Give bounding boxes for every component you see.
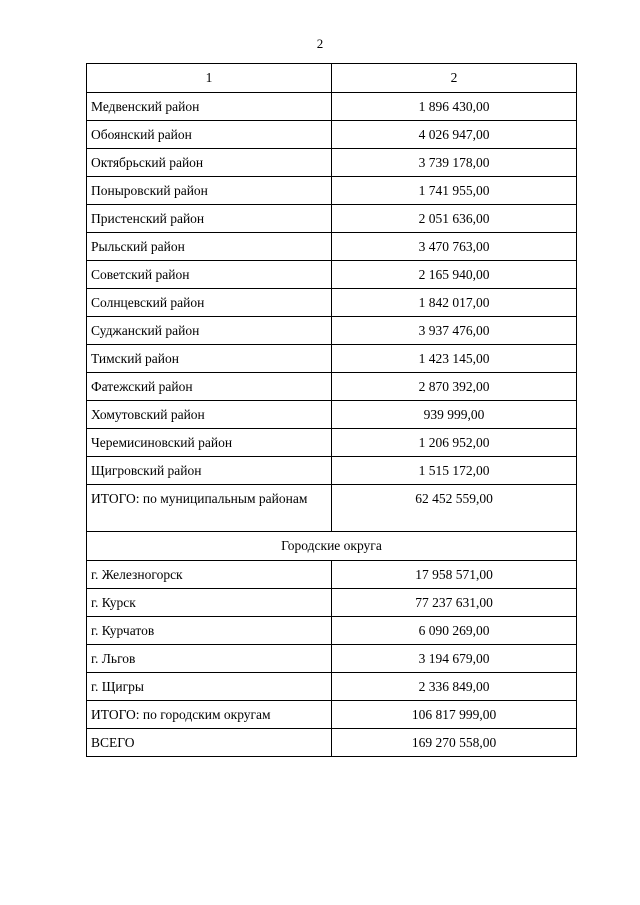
district-name: Рыльский район — [87, 233, 332, 261]
table-row — [87, 617, 577, 645]
district-amount: 3 470 763,00 — [332, 233, 577, 261]
table-row — [87, 149, 577, 177]
table-row — [87, 401, 577, 429]
table-row — [87, 121, 577, 149]
city-amount: 6 090 269,00 — [332, 617, 577, 645]
district-name: Медвенский район — [87, 93, 332, 121]
table-row — [87, 345, 577, 373]
district-name: Хомутовский район — [87, 401, 332, 429]
grand-total-row — [87, 729, 577, 757]
district-amount: 1 741 955,00 — [332, 177, 577, 205]
section-heading-city-districts: Городские округа — [87, 532, 577, 561]
district-name: Пристенский район — [87, 205, 332, 233]
city-name: г. Курчатов — [87, 617, 332, 645]
districts-total-row — [87, 485, 577, 532]
table-row — [87, 645, 577, 673]
district-amount: 2 051 636,00 — [332, 205, 577, 233]
district-amount: 3 739 178,00 — [332, 149, 577, 177]
column-header-1: 1 — [87, 64, 332, 93]
city-name: г. Железногорск — [87, 561, 332, 589]
cities-total-label: ИТОГО: по городским округам — [87, 701, 332, 729]
district-amount: 4 026 947,00 — [332, 121, 577, 149]
table-row — [87, 177, 577, 205]
district-amount: 1 515 172,00 — [332, 457, 577, 485]
table-row — [87, 429, 577, 457]
table-row — [87, 373, 577, 401]
districts-total-label: ИТОГО: по муниципальным районам — [87, 485, 332, 532]
table-row — [87, 317, 577, 345]
table-row — [87, 93, 577, 121]
district-amount: 3 937 476,00 — [332, 317, 577, 345]
district-name: Суджанский район — [87, 317, 332, 345]
district-amount: 2 870 392,00 — [332, 373, 577, 401]
city-amount: 3 194 679,00 — [332, 645, 577, 673]
district-amount: 1 423 145,00 — [332, 345, 577, 373]
district-amount: 1 842 017,00 — [332, 289, 577, 317]
district-amount: 2 165 940,00 — [332, 261, 577, 289]
district-name: Обоянский район — [87, 121, 332, 149]
table-row — [87, 673, 577, 701]
city-amount: 2 336 849,00 — [332, 673, 577, 701]
city-amount: 17 958 571,00 — [332, 561, 577, 589]
grand-total-label: ВСЕГО — [87, 729, 332, 757]
grand-total-amount: 169 270 558,00 — [332, 729, 577, 757]
district-name: Фатежский район — [87, 373, 332, 401]
district-amount: 1 896 430,00 — [332, 93, 577, 121]
table-row — [87, 205, 577, 233]
table-row — [87, 233, 577, 261]
budget-distribution-table — [86, 63, 577, 757]
table-row — [87, 457, 577, 485]
district-name: Советский район — [87, 261, 332, 289]
city-name: г. Курск — [87, 589, 332, 617]
table-row — [87, 589, 577, 617]
district-name: Черемисиновский район — [87, 429, 332, 457]
districts-total-amount: 62 452 559,00 — [332, 485, 577, 532]
district-amount: 939 999,00 — [332, 401, 577, 429]
district-name: Щигровский район — [87, 457, 332, 485]
table-row — [87, 289, 577, 317]
section-heading-row — [87, 532, 577, 561]
district-name: Солнцевский район — [87, 289, 332, 317]
cities-total-row — [87, 701, 577, 729]
column-header-2: 2 — [332, 64, 577, 93]
table-row — [87, 261, 577, 289]
city-name: г. Льгов — [87, 645, 332, 673]
district-name: Поныровский район — [87, 177, 332, 205]
district-name: Тимский район — [87, 345, 332, 373]
city-name: г. Щигры — [87, 673, 332, 701]
district-name: Октябрьский район — [87, 149, 332, 177]
city-amount: 77 237 631,00 — [332, 589, 577, 617]
page-number: 2 — [316, 36, 324, 51]
table-row — [87, 561, 577, 589]
table-header-row — [87, 64, 577, 93]
district-amount: 1 206 952,00 — [332, 429, 577, 457]
cities-total-amount: 106 817 999,00 — [332, 701, 577, 729]
